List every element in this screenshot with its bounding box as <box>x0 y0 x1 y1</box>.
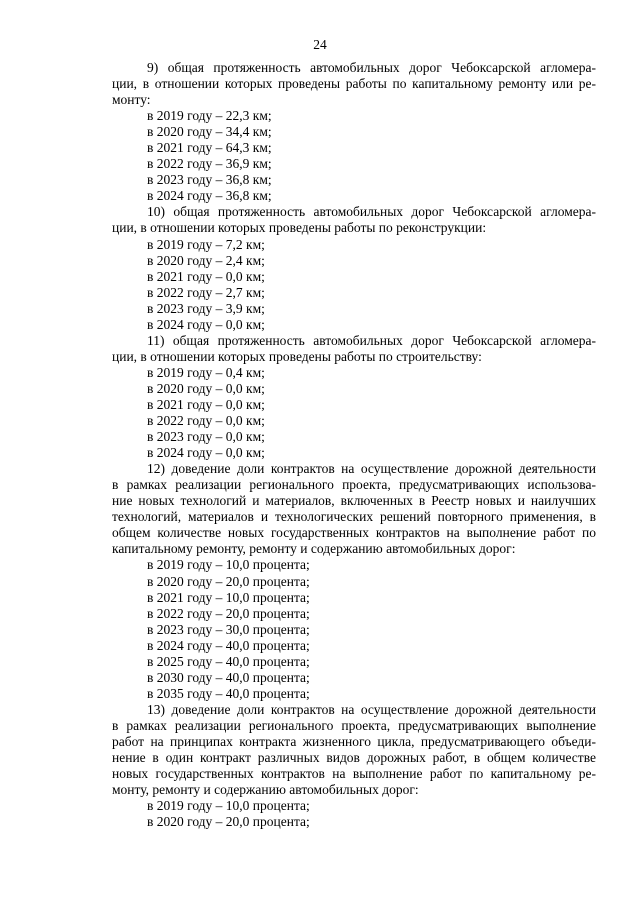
text-line: в 2019 году – 22,3 км; <box>147 108 272 124</box>
text-line: 10) общая протяженность автомобильных дорог Чебоксарской агломера- <box>147 204 596 220</box>
text-line: в 2022 году – 2,7 км; <box>147 284 265 300</box>
text-line: капитальному ремонту, ремонту и содержанию автомобильных дорог: <box>112 541 516 557</box>
text-line: в 2023 году – 3,9 км; <box>147 300 265 316</box>
page-number: 24 <box>313 37 327 52</box>
text-line: в 2019 году – 0,4 км; <box>147 364 265 380</box>
text-line: в 2020 году – 34,4 км; <box>147 124 272 140</box>
text-line: монту, ремонту и содержанию автомобильных дорог: <box>112 782 419 798</box>
text-line: в рамках реализации регионального проекта, предусматривающих выполнение <box>112 717 596 733</box>
text-line: в 2024 году – 0,0 км; <box>147 445 265 461</box>
text-line: в 2021 году – 64,3 км; <box>147 140 272 156</box>
text-line: 11) общая протяженность автомобильных дорог Чебоксарской агломера- <box>147 332 596 348</box>
text-line: в 2023 году – 30,0 процента; <box>147 621 310 637</box>
text-line: в 2024 году – 0,0 км; <box>147 316 265 332</box>
text-line: в 2019 году – 10,0 процента; <box>147 798 310 814</box>
text-line: в 2020 году – 0,0 км; <box>147 380 265 396</box>
text-line: в 2019 году – 10,0 процента; <box>147 557 310 573</box>
text-line: в 2020 году – 2,4 км; <box>147 252 265 268</box>
text-line: ции, в отношении которых проведены работы по реконструкции: <box>112 220 487 236</box>
text-line: в 2021 году – 0,0 км; <box>147 396 265 412</box>
text-line: в 2020 году – 20,0 процента; <box>147 573 310 589</box>
text-line: работ на принципах контракта жизненного цикла, предусматривающего объеди- <box>112 733 596 749</box>
text-line: ции, в отношении которых проведены работы по строительству: <box>112 348 482 364</box>
text-line: в 2021 году – 0,0 км; <box>147 268 265 284</box>
text-line: в 2021 году – 10,0 процента; <box>147 589 310 605</box>
text-line: в 2023 году – 36,8 км; <box>147 172 272 188</box>
text-line: в 2035 году – 40,0 процента; <box>147 685 310 701</box>
text-line: 13) доведение доли контрактов на осуществление дорожной деятельности <box>147 701 596 717</box>
text-line: в 2022 году – 20,0 процента; <box>147 605 310 621</box>
text-line: в 2019 году – 7,2 км; <box>147 236 265 252</box>
text-line: в 2022 году – 0,0 км; <box>147 413 265 429</box>
text-line: технологий, материалов и технологических решений повторного применения, в <box>112 509 596 525</box>
text-line: нение в один контракт различных видов дорожных работ, в общем количестве <box>112 750 596 766</box>
text-line: в 2025 году – 40,0 процента; <box>147 653 310 669</box>
text-line: 9) общая протяженность автомобильных дорог Чебоксарской агломера- <box>147 60 596 75</box>
text-line: в 2024 году – 40,0 процента; <box>147 637 310 653</box>
text-line: ции, в отношении которых проведены работы по капитальному ремонту или ре- <box>112 76 596 92</box>
text-line: 12) доведение доли контрактов на осуществление дорожной деятельности <box>147 461 596 477</box>
text-line: в 2024 году – 36,8 км; <box>147 188 272 204</box>
document-body <box>112 60 596 830</box>
text-line: в рамках реализации регионального проекта, предусматривающих использова- <box>112 477 596 493</box>
text-line: ние новых технологий и материалов, включенных в Реестр новых и наилучших <box>112 493 596 509</box>
text-line: новых государственных контрактов на выполнение работ по капитальному ре- <box>112 766 596 782</box>
text-line: в 2020 году – 20,0 процента; <box>147 814 310 830</box>
text-line: в 2030 году – 40,0 процента; <box>147 669 310 685</box>
text-line: в 2022 году – 36,9 км; <box>147 156 272 172</box>
text-line: общем количестве новых государственных контрактов на выполнение работ по <box>112 525 596 541</box>
text-line: монту: <box>112 92 151 108</box>
text-line: в 2023 году – 0,0 км; <box>147 429 265 445</box>
